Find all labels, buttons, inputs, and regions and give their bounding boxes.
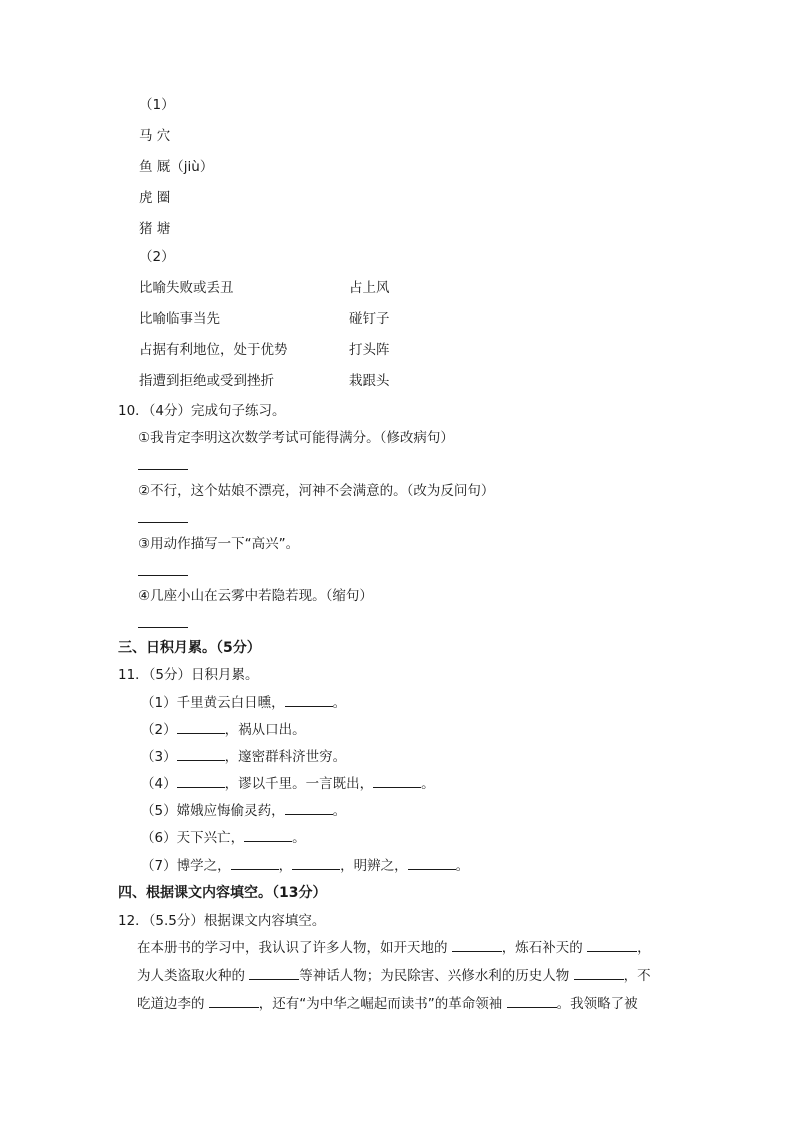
pair-line: 猪 塘 <box>139 221 171 237</box>
q10-item: ①我肯定李明这次数学考试可能得满分。（修改病句） <box>138 430 454 446</box>
q11-text: （7）博学之， <box>141 858 231 874</box>
pair-line: 虎 圈 <box>139 190 171 206</box>
question-10-title: 10．（4分）完成句子练习。 <box>118 403 286 419</box>
fill-blank[interactable] <box>177 721 225 734</box>
q11-line-2 <box>141 721 306 739</box>
answer-blank[interactable] <box>138 469 188 470</box>
q12-paragraph-line-2 <box>137 962 677 991</box>
q11-line-4 <box>141 775 435 793</box>
section-4-heading: 四、根据课文内容填空。（13分） <box>118 885 327 901</box>
question-11-title: 11．（5分）日积月累。 <box>118 667 259 683</box>
q11-text: 。 <box>332 695 347 711</box>
fill-blank[interactable] <box>177 775 225 788</box>
answer-blank[interactable] <box>138 627 188 628</box>
q11-text: ，邃密群科济世穷。 <box>224 749 347 765</box>
q11-text: ，祸从口出。 <box>224 722 306 738</box>
pair-line: 马 穴 <box>139 128 171 144</box>
fill-blank[interactable] <box>231 857 279 870</box>
q12-text: ， <box>637 940 651 956</box>
q11-line-1 <box>141 694 346 712</box>
answer-blank[interactable] <box>138 575 188 576</box>
fill-blank[interactable] <box>285 694 333 707</box>
q11-text: （4） <box>141 776 177 792</box>
q11-text: ，谬以千里。一言既出， <box>224 776 374 792</box>
fill-blank[interactable] <box>507 995 557 1008</box>
q12-paragraph-line-3 <box>137 990 677 1019</box>
fill-blank[interactable] <box>373 775 421 788</box>
q11-line-3 <box>141 748 346 766</box>
pair-line: 鱼 厩（jiù） <box>139 159 214 175</box>
q11-text: 。 <box>292 830 306 846</box>
q12-text: 等神话人物；为民除害、兴修水利的历史人物 <box>299 968 574 984</box>
q12-paragraph-line-1 <box>137 934 677 963</box>
q11-text: （6）天下兴亡， <box>141 830 245 846</box>
q12-text: ，还有“为中华之崛起而读书”的革命领袖 <box>258 996 507 1012</box>
q11-text: ，明辨之， <box>340 858 408 874</box>
q11-line-6 <box>141 829 306 847</box>
q12-text: 。我领略了被 <box>556 996 638 1012</box>
answer-blank[interactable] <box>138 522 188 523</box>
fill-blank[interactable] <box>292 857 340 870</box>
q10-item: ②不行，这个姑娘不漂亮，河神不会满意的。（改为反问句） <box>138 483 495 499</box>
q11-text: ， <box>278 858 293 874</box>
sub-label-2: （2） <box>139 249 175 265</box>
fill-blank[interactable] <box>408 857 456 870</box>
match-right-item: 碰钉子 <box>349 311 390 327</box>
match-left-item: 比喻临事当先 <box>139 311 220 327</box>
q11-text: 。 <box>421 776 435 792</box>
fill-blank[interactable] <box>177 748 225 761</box>
q11-line-7 <box>141 857 469 875</box>
q12-text: ，不 <box>623 968 651 984</box>
q12-text: ，炼石补天的 <box>501 940 588 956</box>
question-12-title: 12．（5.5分）根据课文内容填空。 <box>118 913 326 929</box>
q10-item: ③用动作描写一下“高兴”。 <box>138 536 300 552</box>
fill-blank[interactable] <box>249 967 299 980</box>
match-left-item: 占据有利地位，处于优势 <box>139 342 288 358</box>
match-right-item: 打头阵 <box>349 342 390 358</box>
q12-text: 为人类盗取火种的 <box>137 968 250 984</box>
match-left-item: 比喻失败或丢丑 <box>139 280 234 296</box>
q11-text: （3） <box>141 749 177 765</box>
fill-blank[interactable] <box>452 939 502 952</box>
match-right-item: 占上风 <box>349 280 390 296</box>
section-3-heading: 三、日积月累。（5分） <box>118 640 261 656</box>
sub-label-1: （1） <box>139 97 175 113</box>
q11-text: 。 <box>332 803 347 819</box>
q12-text: 吃道边李的 <box>137 996 209 1012</box>
q11-text: （1）千里黄云白日曛， <box>141 695 285 711</box>
fill-blank[interactable] <box>209 995 259 1008</box>
fill-blank[interactable] <box>244 829 292 842</box>
q12-text: 在本册书的学习中，我认识了许多人物，如开天地的 <box>137 940 452 956</box>
q11-text: （2） <box>141 722 177 738</box>
q11-text: 。 <box>455 858 470 874</box>
fill-blank[interactable] <box>587 939 637 952</box>
q11-text: （5）嫦娥应悔偷灵药， <box>141 803 285 819</box>
match-left-item: 指遭到拒绝或受到挫折 <box>139 373 274 389</box>
q10-item: ④几座小山在云雾中若隐若现。（缩句） <box>138 588 373 604</box>
fill-blank[interactable] <box>285 802 333 815</box>
match-right-item: 栽跟头 <box>349 373 390 389</box>
fill-blank[interactable] <box>574 967 624 980</box>
q11-line-5 <box>141 802 346 820</box>
